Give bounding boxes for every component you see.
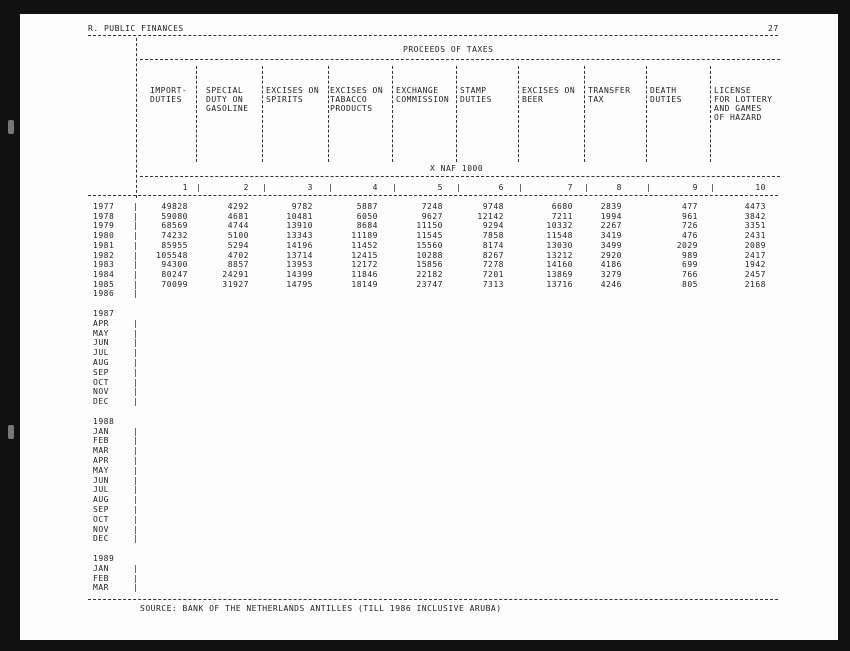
- column-number-divider: |: [262, 183, 268, 192]
- table-cell: 4473: [744, 202, 766, 211]
- table-cell: 6680: [551, 202, 573, 211]
- row-divider: |: [133, 240, 139, 250]
- table-cell: 68569: [161, 221, 188, 231]
- table-cell: 14160: [546, 260, 573, 270]
- table-cell: 8174: [482, 240, 504, 250]
- table-cell: 8267: [482, 250, 504, 260]
- month-label: JUN: [93, 475, 109, 485]
- row-divider: |: [133, 475, 139, 485]
- month-label: JAN: [93, 426, 109, 436]
- column-divider: [518, 66, 519, 162]
- table-cell: 13869: [546, 269, 573, 279]
- row-divider: |: [133, 563, 139, 573]
- row-divider: |: [133, 524, 139, 534]
- row-divider: |: [133, 318, 139, 328]
- table-cell: 59080: [161, 211, 188, 221]
- table-cell: 13910: [286, 221, 313, 231]
- month-label: DEC: [93, 534, 109, 544]
- table-cell: 74232: [161, 231, 188, 241]
- table-cell: 15856: [416, 260, 443, 270]
- table-cell: 7858: [482, 231, 504, 241]
- row-label-divider: [136, 38, 137, 198]
- row-divider: |: [133, 358, 139, 367]
- row-label: 1980: [93, 231, 115, 241]
- row-divider: |: [133, 202, 139, 211]
- table-cell: 5100: [227, 231, 249, 241]
- row-divider: |: [133, 367, 139, 377]
- column-number-divider: |: [392, 183, 398, 192]
- table-cell: 13030: [546, 240, 573, 250]
- table-cell: 3419: [600, 231, 622, 241]
- month-label: APR: [93, 456, 109, 465]
- column-number: 7: [567, 183, 573, 192]
- table-cell: 13714: [286, 250, 313, 260]
- table-cell: 3499: [600, 240, 622, 250]
- column-number: 2: [243, 183, 249, 192]
- row-divider: |: [133, 377, 139, 387]
- row-divider: |: [133, 485, 139, 495]
- table-cell: 2457: [744, 269, 766, 279]
- row-divider: |: [133, 279, 139, 289]
- column-header: DEATH DUTIES: [650, 86, 682, 104]
- table-cell: 2431: [744, 231, 766, 241]
- table-cell: 10481: [286, 211, 313, 221]
- table-cell: 7211: [551, 211, 573, 221]
- row-divider: |: [133, 495, 139, 505]
- column-number: 9: [692, 183, 698, 192]
- column-number: 4: [372, 183, 378, 192]
- table-cell: 13716: [546, 279, 573, 289]
- table-cell: 8684: [356, 221, 378, 231]
- table-cell: 7313: [482, 279, 504, 289]
- year-label: 1988: [93, 416, 115, 426]
- month-label: AUG: [93, 358, 109, 367]
- column-header: IMPORT- DUTIES: [150, 86, 188, 104]
- table-cell: 1994: [600, 211, 622, 221]
- column-number: 8: [616, 183, 622, 192]
- column-number-divider: |: [518, 183, 524, 192]
- year-label: 1987: [93, 309, 115, 318]
- source-note: SOURCE: BANK OF THE NETHERLANDS ANTILLES (TILL 1986 INCLUSIVE ARUBA): [140, 604, 502, 613]
- table-cell: 3351: [744, 221, 766, 231]
- column-number-divider: |: [710, 183, 716, 192]
- row-divider: |: [133, 328, 139, 338]
- month-label: NOV: [93, 387, 109, 397]
- month-label: NOV: [93, 524, 109, 534]
- month-label: SEP: [93, 367, 109, 377]
- column-divider: [710, 66, 711, 162]
- table-cell: 477: [682, 202, 698, 211]
- column-header: EXCISES ON SPIRITS: [266, 86, 320, 104]
- table-cell: 105548: [156, 250, 188, 260]
- column-divider: [392, 66, 393, 162]
- table-cell: 11452: [351, 240, 378, 250]
- row-divider: |: [133, 583, 139, 593]
- table-cell: 8857: [227, 260, 249, 270]
- table-cell: 9748: [482, 202, 504, 211]
- table-cell: 70099: [161, 279, 188, 289]
- month-label: OCT: [93, 377, 109, 387]
- table-cell: 12415: [351, 250, 378, 260]
- table-cell: 94300: [161, 260, 188, 270]
- year-label: 1989: [93, 554, 115, 563]
- month-label: JUL: [93, 485, 109, 495]
- column-header: STAMP DUTIES: [460, 86, 492, 104]
- column-header: EXCISES ON BEER: [522, 86, 576, 104]
- column-number: 10: [755, 183, 766, 192]
- table-cell: 11189: [351, 231, 378, 241]
- column-header: LICENSE FOR LOTTERY AND GAMES OF HAZARD: [714, 86, 773, 122]
- binding-hole: [8, 120, 14, 134]
- divider: [88, 599, 778, 600]
- column-divider: [456, 66, 457, 162]
- column-number-divider: |: [456, 183, 462, 192]
- column-number: 3: [307, 183, 313, 192]
- table-cell: 989: [682, 250, 698, 260]
- column-number: 5: [437, 183, 443, 192]
- table-cell: 23747: [416, 279, 443, 289]
- table-cell: 699: [682, 260, 698, 270]
- row-label: 1982: [93, 250, 115, 260]
- row-divider: |: [133, 231, 139, 241]
- column-divider: [196, 66, 197, 162]
- column-divider: [584, 66, 585, 162]
- table-cell: 2267: [600, 221, 622, 231]
- divider: [88, 195, 778, 196]
- table-cell: 11548: [546, 231, 573, 241]
- table-cell: 12142: [477, 211, 504, 221]
- month-label: MAY: [93, 465, 109, 475]
- divider: [140, 59, 780, 60]
- table-cell: 85955: [161, 240, 188, 250]
- table-cell: 9627: [421, 211, 443, 221]
- row-label: 1981: [93, 240, 115, 250]
- column-divider: [328, 66, 329, 162]
- table-cell: 476: [682, 231, 698, 241]
- table-cell: 3279: [600, 269, 622, 279]
- table-cell: 10332: [546, 221, 573, 231]
- row-divider: |: [133, 514, 139, 524]
- row-divider: |: [133, 221, 139, 231]
- table-cell: 6050: [356, 211, 378, 221]
- table-cell: 14196: [286, 240, 313, 250]
- table-cell: 4681: [227, 211, 249, 221]
- column-header: TRANSFER TAX: [588, 86, 631, 104]
- month-label: MAR: [93, 583, 109, 593]
- binding-hole: [8, 425, 14, 439]
- column-number-divider: |: [328, 183, 334, 192]
- table-cell: 961: [682, 211, 698, 221]
- table-cell: 9294: [482, 221, 504, 231]
- column-divider: [646, 66, 647, 162]
- month-label: JUN: [93, 338, 109, 348]
- table-cell: 12172: [351, 260, 378, 270]
- month-label: APR: [93, 318, 109, 328]
- row-label: 1986: [93, 289, 115, 299]
- row-label: 1979: [93, 221, 115, 231]
- row-divider: |: [133, 260, 139, 270]
- table-cell: 5294: [227, 240, 249, 250]
- table-cell: 4702: [227, 250, 249, 260]
- row-divider: |: [133, 534, 139, 544]
- row-label: 1978: [93, 211, 115, 221]
- row-label: 1985: [93, 279, 115, 289]
- month-label: DEC: [93, 397, 109, 407]
- table-cell: 2089: [744, 240, 766, 250]
- row-label: 1984: [93, 269, 115, 279]
- table-cell: 49828: [161, 202, 188, 211]
- table-cell: 18149: [351, 279, 378, 289]
- table-cell: 2839: [600, 202, 622, 211]
- table-cell: 13343: [286, 231, 313, 241]
- table-cell: 11545: [416, 231, 443, 241]
- section-title: R. PUBLIC FINANCES: [88, 24, 184, 33]
- column-number-divider: |: [584, 183, 590, 192]
- month-label: JUL: [93, 348, 109, 358]
- table-cell: 805: [682, 279, 698, 289]
- table-cell: 3842: [744, 211, 766, 221]
- unit-label: X NAF 1000: [430, 164, 484, 173]
- column-header: EXCHANGE COMMISSION: [396, 86, 450, 104]
- row-divider: |: [133, 387, 139, 397]
- table-cell: 14795: [286, 279, 313, 289]
- month-label: SEP: [93, 505, 109, 514]
- month-label: AUG: [93, 495, 109, 505]
- row-divider: |: [133, 338, 139, 348]
- month-label: FEB: [93, 436, 109, 446]
- row-divider: |: [133, 211, 139, 221]
- divider: [88, 35, 778, 36]
- row-label: 1977: [93, 202, 115, 211]
- table-cell: 13953: [286, 260, 313, 270]
- table-cell: 80247: [161, 269, 188, 279]
- row-divider: |: [133, 269, 139, 279]
- table-cell: 11150: [416, 221, 443, 231]
- table-cell: 766: [682, 269, 698, 279]
- column-number: 6: [498, 183, 504, 192]
- table-cell: 2417: [744, 250, 766, 260]
- column-divider: [262, 66, 263, 162]
- row-divider: |: [133, 465, 139, 475]
- column-header: EXCISES ON TABACCO PRODUCTS: [330, 86, 384, 113]
- column-number: 1: [182, 183, 188, 192]
- table-cell: 13212: [546, 250, 573, 260]
- table-cell: 7201: [482, 269, 504, 279]
- column-number-divider: |: [196, 183, 202, 192]
- column-number-divider: |: [646, 183, 652, 192]
- table-cell: 7248: [421, 202, 443, 211]
- row-divider: |: [133, 573, 139, 583]
- table-cell: 4744: [227, 221, 249, 231]
- column-header: SPECIAL DUTY ON GASOLINE: [206, 86, 249, 113]
- table-cell: 22182: [416, 269, 443, 279]
- row-divider: |: [133, 446, 139, 456]
- table-cell: 9782: [291, 202, 313, 211]
- row-divider: |: [133, 436, 139, 446]
- table-cell: 726: [682, 221, 698, 231]
- row-label: 1983: [93, 260, 115, 270]
- table-cell: 10288: [416, 250, 443, 260]
- table-cell: 1942: [744, 260, 766, 270]
- table-cell: 14399: [286, 269, 313, 279]
- row-divider: |: [133, 456, 139, 465]
- divider: [140, 176, 780, 177]
- row-divider: |: [133, 250, 139, 260]
- table-title: PROCEEDS OF TAXES: [403, 45, 494, 54]
- page-number: 27: [768, 24, 779, 33]
- row-divider: |: [133, 505, 139, 514]
- table-cell: 2168: [744, 279, 766, 289]
- table-cell: 11846: [351, 269, 378, 279]
- row-divider: |: [133, 397, 139, 407]
- row-divider: |: [133, 426, 139, 436]
- row-divider: |: [133, 289, 139, 299]
- table-cell: 15560: [416, 240, 443, 250]
- table-cell: 24291: [222, 269, 249, 279]
- month-label: FEB: [93, 573, 109, 583]
- table-cell: 2029: [676, 240, 698, 250]
- month-label: MAY: [93, 328, 109, 338]
- table-cell: 31927: [222, 279, 249, 289]
- month-label: MAR: [93, 446, 109, 456]
- table-cell: 2920: [600, 250, 622, 260]
- month-label: OCT: [93, 514, 109, 524]
- row-divider: |: [133, 348, 139, 358]
- table-cell: 4186: [600, 260, 622, 270]
- table-cell: 5887: [356, 202, 378, 211]
- month-label: JAN: [93, 563, 109, 573]
- table-cell: 4292: [227, 202, 249, 211]
- table-cell: 4246: [600, 279, 622, 289]
- table-cell: 7278: [482, 260, 504, 270]
